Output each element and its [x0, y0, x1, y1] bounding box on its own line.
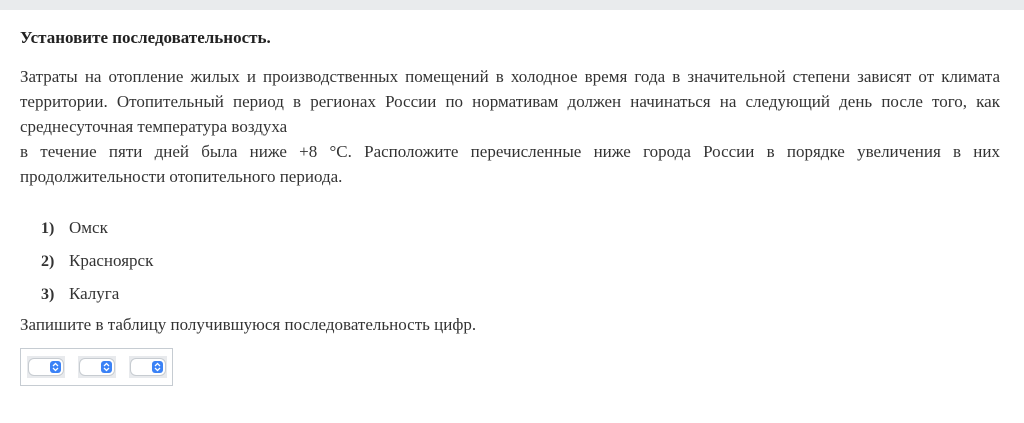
answer-select-3[interactable]	[131, 359, 165, 375]
description-line: Затраты на отопление жилых и производственных помещений в холодное время года в значительной степени зависят от климата территории. Отопительный период в регионах России по нормативам должен начинаться на следующий день после того, как среднесуточная температура воздуха	[20, 67, 1000, 136]
answer-cell-3	[129, 356, 167, 378]
list-item	[20, 218, 1000, 251]
list-item	[20, 251, 1000, 284]
item-number: 2)	[41, 253, 55, 270]
task-content	[20, 27, 1000, 386]
task-title: Установите последовательность.	[20, 28, 271, 47]
instruction-text: Запишите в таблицу получившуюся последовательность цифр.	[20, 315, 477, 334]
item-label: Красноярск	[69, 251, 154, 270]
answer-table	[20, 348, 173, 386]
chevron-updown-icon	[152, 361, 163, 373]
city-list	[20, 218, 1000, 317]
item-label: Омск	[69, 218, 108, 237]
chevron-updown-icon	[50, 361, 61, 373]
answer-cell-2	[78, 356, 116, 378]
task-description	[20, 64, 1000, 189]
list-item	[20, 284, 1000, 317]
answer-select-1[interactable]	[29, 359, 63, 375]
answer-select-2[interactable]	[80, 359, 114, 375]
item-number: 3)	[41, 286, 55, 303]
item-label: Калуга	[69, 284, 120, 303]
item-number: 1)	[41, 220, 55, 237]
description-line: в течение пяти дней была ниже +8 °C. Расположите перечисленные ниже города России в порядке увеличения в них продолжительности отопительного периода.	[20, 142, 1000, 186]
top-bar	[0, 0, 1024, 10]
chevron-updown-icon	[101, 361, 112, 373]
answer-cell-1	[27, 356, 65, 378]
